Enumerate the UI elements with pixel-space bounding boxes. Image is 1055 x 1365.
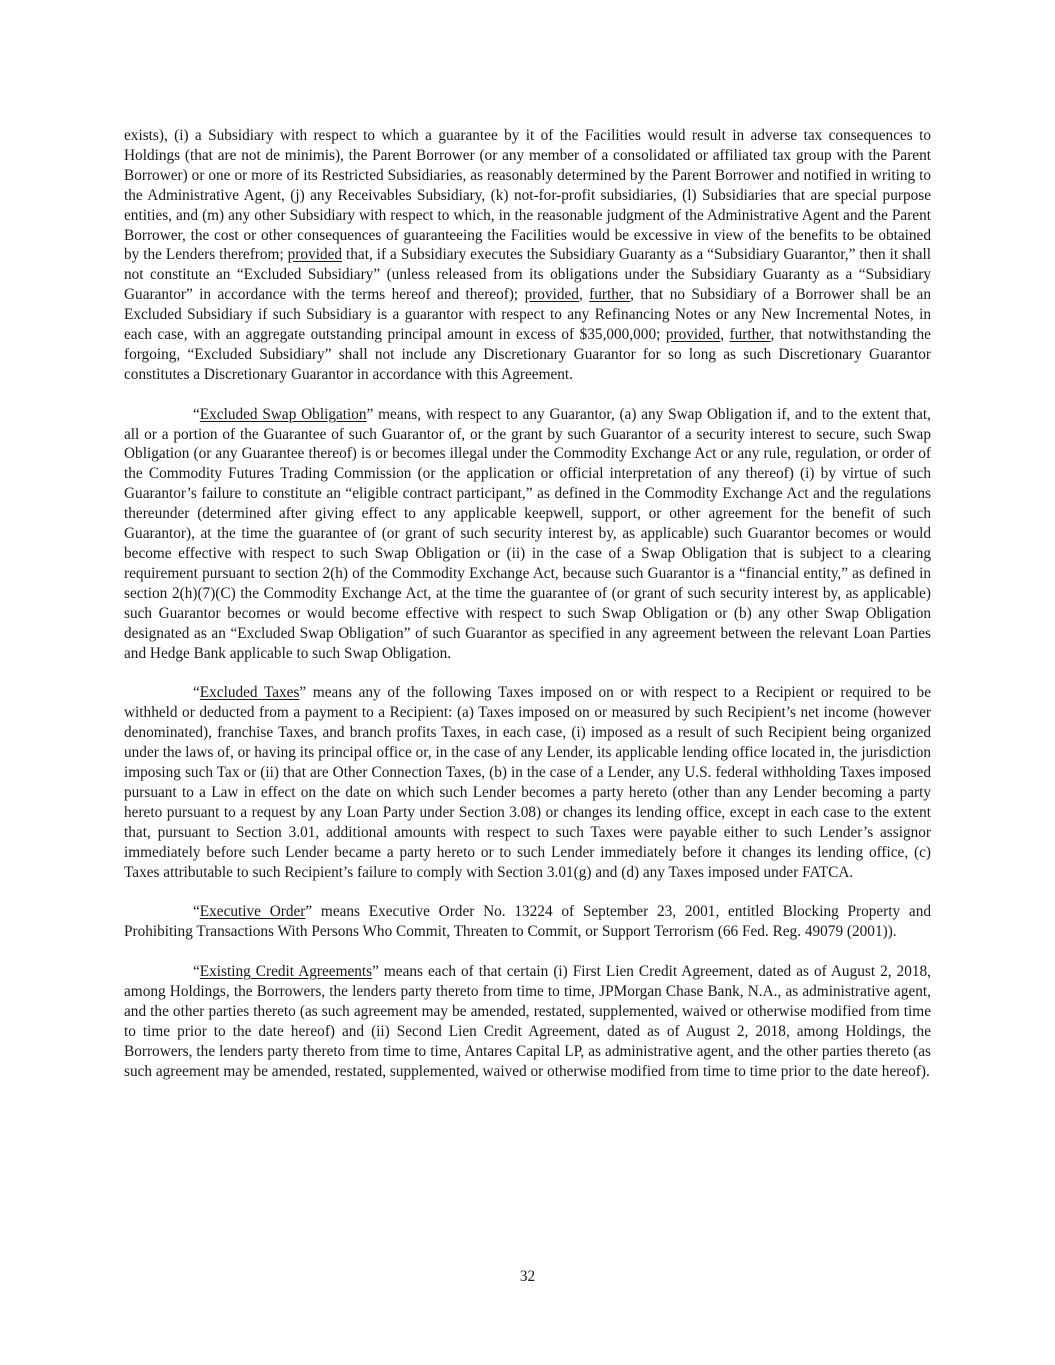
definition-excluded-taxes	[124, 683, 931, 882]
body-text: “	[193, 963, 200, 980]
definition-existing-credit-agreements	[124, 962, 931, 1081]
underlined-term: Executive Order	[199, 903, 306, 921]
body-text: ,	[578, 286, 590, 304]
body-text: “	[193, 405, 200, 423]
body-text: ” means each of that certain (i) First Lien Credit Agreement, dated as of August 2, 2018, among Holdings, the Borrowers, the lenders party thereto from time to time, JPMorgan Chase Bank, N.A., as administrative agent, and the other parties thereto (as such agreement may be amended, restated, supplemented, waived or otherwise modified from time to time prior to the date hereof) and (ii) Second Lien Credit Agreement, dated as of August 2, 2018, among Holdings, the Borrowers, the lenders party thereto from time to time, Antares Capital LP, as administrative agent, and the other parties thereto (as such agreement may be amended, restated, supplemented, waived or otherwise modified from time to time prior to the date hereof).	[124, 963, 931, 1080]
page-number: 32	[519, 1268, 536, 1285]
body-text: , that no Subsidiary of a Borrower shall be an Excluded Subsidiary if such Subsidiary is a guarantor with respect to any Refinancing Notes or any New Incremental Notes, in each case, with an aggregate outstanding principal amount in excess of $35,000,000;	[124, 286, 931, 344]
underlined-term: Excluded Swap Obligation	[199, 405, 367, 423]
underlined-term: provided	[524, 286, 579, 304]
underlined-term: Excluded Taxes	[199, 684, 300, 702]
paragraph-excluded-subsidiary-continuation	[124, 126, 931, 385]
body-text: exists), (i) a Subsidiary with respect to which a guarantee by it of the Facilities would result in adverse tax consequences to Holdings (that are not de minimis), the Parent Borrower (or any member of a consolidated or affiliated tax group with the Parent Borrower) or one or more of its Restricted Subsidiaries, as reasonably determined by the Parent Borrower and notified in writing to the Administrative Agent, (j) any Receivables Subsidiary, (k) not-for-profit subsidiaries, (l) Subsidiaries that are special purpose entities, and (m) any other Subsidiary with respect to which, in the reasonable judgment of the Administrative Agent and the Parent Borrower, the cost or other consequences of guaranteeing the Facilities would be excessive in view of the benefits to be obtained by the Lenders therefrom;	[124, 127, 931, 264]
definition-excluded-swap-obligation	[124, 405, 931, 664]
body-text: ” means, with respect to any Guarantor, (a) any Swap Obligation if, and to the extent that, all or a portion of the Guarantee of such Guarantor of, or the grant by such Guarantor of a security interest to secure, such Swap Obligation (or any Guarantee thereof) is or becomes illegal under the Commodity Exchange Act or any rule, regulation, or order of the Commodity Futures Trading Commission (or the application or official interpretation of any thereof) (i) by virtue of such Guarantor’s failure to constitute an “eligible contract participant,” as defined in the Commodity Exchange Act and the regulations thereunder (determined after giving effect to any applicable keepwell, support, or other agreement for the benefit of such Guarantor), at the time the guarantee of (or grant of such security interest by, as applicable) such Guarantor becomes or would become effective with respect to such Swap Obligation or (ii) in the case of a Swap Obligation that is subject to a clearing requirement pursuant to section 2(h) of the Commodity Exchange Act, because such Guarantor is a “financial entity,” as defined in section 2(h)(7)(C) the Commodity Exchange Act, at the time the guarantee of (or grant of such security interest by, as applicable) such Guarantor becomes or would become effective with respect to such Swap Obligation or (b) any other Swap Obligation designated as an “Excluded Swap Obligation” of such Guarantor as specified in any agreement between the relevant Loan Parties and Hedge Bank applicable to such Swap Obligation.	[124, 405, 931, 662]
body-text: ” means Executive Order No. 13224 of September 23, 2001, entitled Blocking Property and Prohibiting Transactions With Persons Who Commit, Threaten to Commit, or Support Terrorism (66 Fed. Reg. 49079 (2001)).	[124, 903, 932, 941]
definition-executive-order	[124, 902, 931, 942]
body-text: “	[193, 903, 200, 921]
underlined-term: further	[729, 326, 771, 344]
underlined-term: Existing Credit Agreements	[199, 963, 373, 980]
document-page-body	[124, 126, 931, 1101]
underlined-term: further	[589, 286, 631, 304]
body-text: , that notwithstanding the forgoing, “Excluded Subsidiary” shall not include any Discretionary Guarantor for so long as such Discretionary Guarantor constitutes a Discretionary Guarantor in accordance with this Agreement.	[124, 326, 931, 383]
body-text: ” means any of the following Taxes imposed on or with respect to a Recipient or required to be withheld or deducted from a payment to a Recipient: (a) Taxes imposed on or measured by such Recipient’s net income (however denominated), franchise Taxes, and branch profits Taxes, in each case, (i) imposed as a result of such Recipient being organized under the laws of, or having its principal office or, in the case of any Lender, its applicable lending office located in, the jurisdiction imposing such Tax or (ii) that are Other Connection Taxes, (b) in the case of a Lender, any U.S. federal withholding Taxes imposed pursuant to a Law in effect on the date on which such Lender becomes a party hereto (other than any Lender becoming a party hereto pursuant to a request by any Loan Party under Section 3.08) or changes its lending office, except in each case to the extent that, pursuant to Section 3.01, additional amounts with respect to such Taxes were payable either to such Lender’s assignor immediately before such Lender became a party hereto or to such Lender immediately before it changes its lending office, (c) Taxes attributable to such Recipient’s failure to comply with Section 3.01(g) and (d) any Taxes imposed under FATCA.	[124, 684, 931, 881]
underlined-term: provided	[665, 326, 721, 344]
body-text: ,	[720, 326, 730, 344]
body-text: “	[193, 684, 200, 702]
underlined-term: provided	[287, 246, 343, 264]
body-text: that, if a Subsidiary executes the Subsidiary Guaranty as a “Subsidiary Guarantor,” then it shall not constitute an “Excluded Subsidiary” (unless released from its obligations under the Subsidiary Guaranty as a “Subsidiary Guarantor” in accordance with the terms hereof and thereof);	[124, 246, 931, 304]
